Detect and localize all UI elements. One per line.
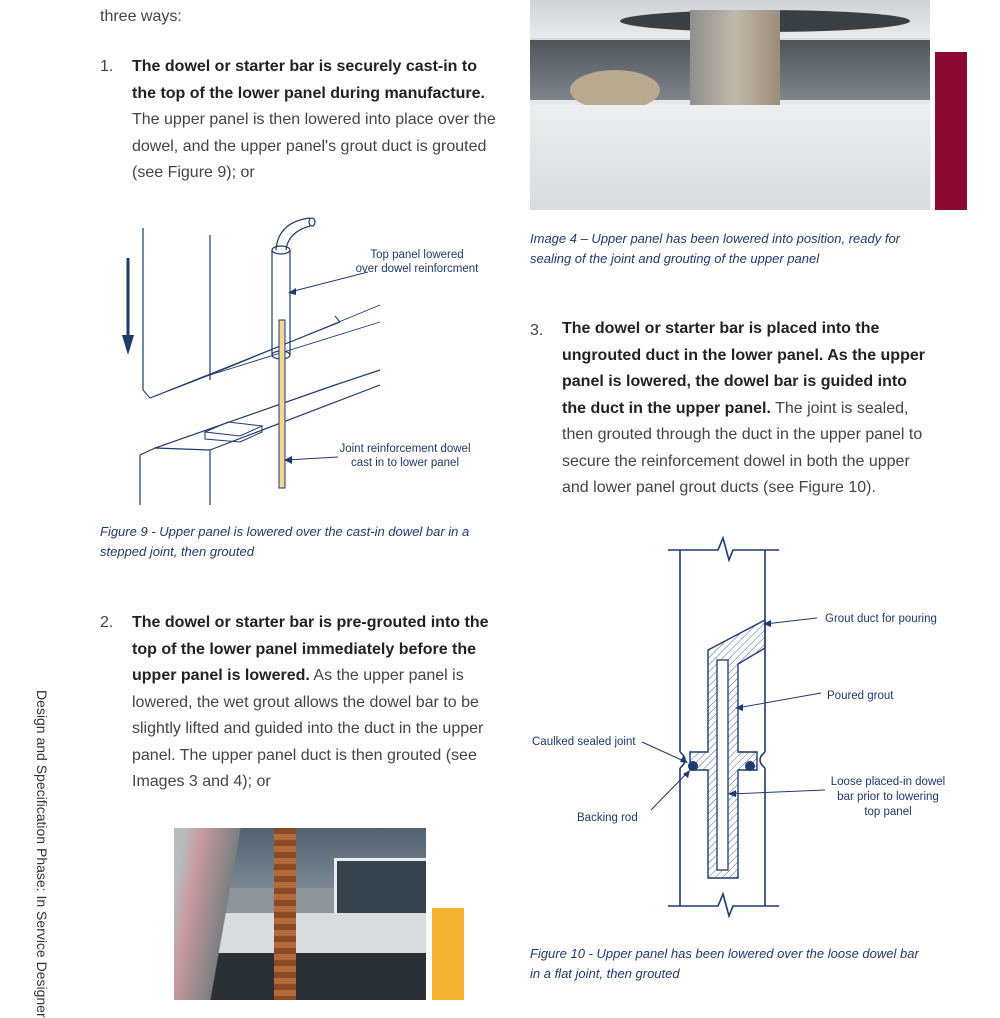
image-4-photo [530,0,930,210]
fig10-label-loose-1: Loose placed-in dowel [830,776,946,788]
list-item-2-text: As the upper panel is lowered, the wet grout allows the dowel bar to be slightly lifted and guided into the duct in the upper panel. The upper panel duct is then grouted (see Images 3 and 4); or [132,667,484,790]
fig10-label-caulked: Caulked sealed joint [532,736,636,748]
list-item-3-text: The joint is sealed, then grouted through the duct in the upper panel to secure the reinforcement dowel in both the upper and lower panel grout ducts (see Figure 10). [562,399,923,496]
fig10-label-loose-3: top panel [864,806,912,818]
list-item-1-text: The upper panel is then lowered into place over the dowel, and the upper panel's grout duct is grouted (see Figure 9); or [132,111,496,181]
fig10-label-grout-duct: Grout duct for pouring [825,613,937,625]
list-item-2-bold: The dowel or starter bar is pre-grouted into the top of the lower panel immediately before the upper panel is lowered. [132,614,489,684]
figure-10-diagram [525,530,965,930]
backing-rod-left [688,761,698,771]
list-number-3: 3. [530,322,544,339]
dowel-bar [279,320,285,488]
list-item-2 [132,610,497,796]
fig10-label-poured-grout: Poured grout [827,690,894,702]
figure-9-diagram [100,210,500,510]
fig9-label-top-2: over dowel reinforcment [355,263,479,275]
list-item-3 [562,316,927,502]
list-item-1 [132,54,497,187]
sidebar-section-title: Design and Specification Phase: In Service Designer [34,690,50,1018]
figure-9-caption: Figure 9 - Upper panel is lowered over the cast-in dowel bar in a stepped joint, then grouted [100,524,470,559]
backing-rod-right [745,761,755,771]
figure-10-caption: Figure 10 - Upper panel has been lowered over the loose dowel bar in a flat joint, then grouted [530,946,919,981]
list-item-3-bold: The dowel or starter bar is placed into the ungrouted duct in the lower panel. As the upper panel is lowered, the dowel bar is guided into the duct in the upper panel. [562,320,925,417]
fig9-label-top-1: Top panel lowered [370,249,464,261]
accent-bar-yellow [432,908,464,1000]
fig10-label-loose-2: bar prior to lowering [837,791,939,803]
list-number-2: 2. [100,614,114,631]
list-number-1: 1. [100,58,114,75]
fig10-label-backing: Backing rod [577,812,638,824]
fig9-label-bottom-1: Joint reinforcement dowel [339,443,471,455]
list-item-1-bold: The dowel or starter bar is securely cast-in to the top of the lower panel during manufacture. [132,58,485,102]
accent-bar-red [935,52,967,210]
image-4-caption: Image 4 – Upper panel has been lowered into position, ready for sealing of the joint and grouting of the upper panel [530,231,901,266]
loose-dowel-bar [717,660,728,870]
intro-text: three ways: [100,8,182,25]
image-3-photo [174,828,426,1000]
fig9-label-bottom-2: cast in to lower panel [350,457,460,469]
